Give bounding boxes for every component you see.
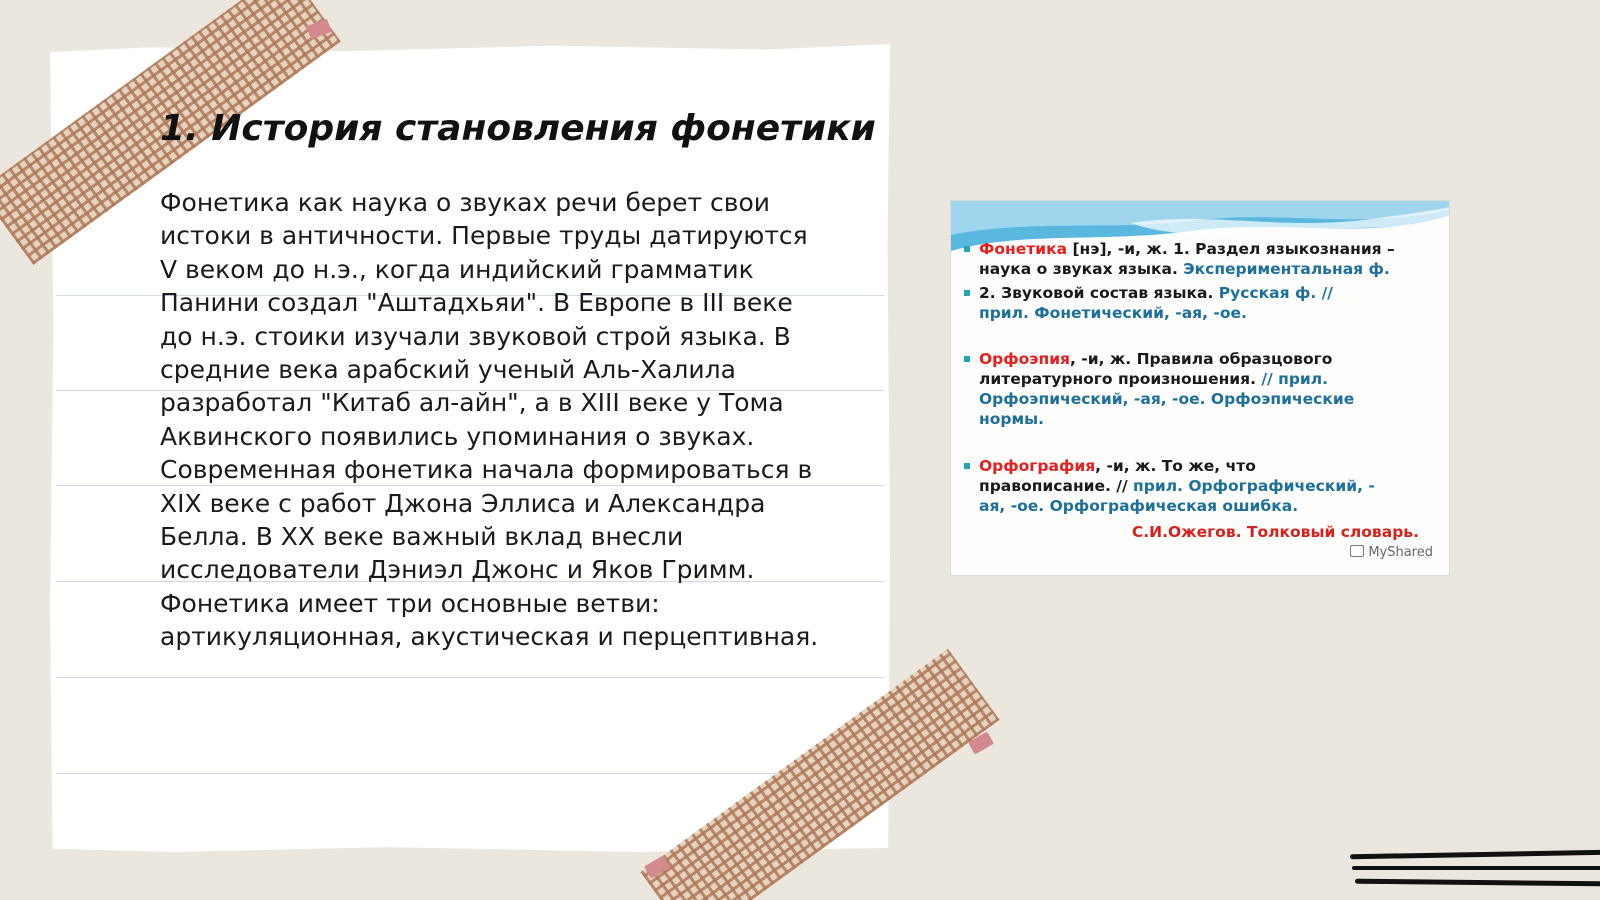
body-line: артикуляционная, акустическая и перцептивная. [160,622,819,652]
entry-example: нормы. [979,410,1045,428]
body-line: Фонетика как наука о звуках речи берет свои [160,188,771,217]
body-line: Белла. В XX веке важный вклад внесли [160,522,684,552]
body-line: Аквинского появились упоминания о звуках. [160,421,755,451]
dictionary-image [950,200,1450,576]
bullet-square [964,463,970,469]
bullet-square [964,290,970,296]
body-line: исследователи Дэниэл Джонс и Яков Гримм. [160,555,755,585]
entry-example: ая, -ое. Орфографическая ошибка. [979,497,1299,515]
body-line: разработал "Китаб ал-айн", а в XIII веке у Тома [160,388,784,418]
body-line: Современная фонетика начала формироваться в [160,455,813,485]
body-line: Фонетика имеет три основные ветви: [160,588,660,618]
paper-rule-line [56,773,884,774]
body-line: истоки в античности. Первые труды датируются [160,221,808,251]
term-phonetics: Фонетика [979,240,1068,258]
bullet-square [964,246,970,252]
watermark [1350,545,1433,560]
entry-text: наука о звуках языка. [979,260,1184,278]
paper-rule-line [56,677,884,678]
bullet-square [964,356,970,362]
body-line: средние века арабский ученый Аль-Халила [160,355,736,385]
entry-text: правописание. // [979,477,1134,495]
entry-example: Орфоэпический, -ая, -ое. Орфоэпические [979,390,1355,408]
dict-entry-phonetics [979,239,1439,279]
body-line: до н.э. стоики изучали звуковой строй языка. В [160,321,791,351]
brush-stroke [1355,879,1600,887]
entry-example: // прил. [1261,370,1329,388]
term-orthoepy: Орфоэпия [979,350,1071,368]
entry-text: , -и, ж. Правила образцового [1070,350,1333,368]
slide-title: 1. История становления фонетики [160,108,876,149]
entry-example: прил. Орфографический, - [1133,477,1375,495]
entry-example: Экспериментальная ф. [1183,260,1390,278]
dict-entry-phonetics-2 [979,283,1439,323]
body-line: V веком до н.э., когда индийский грамматик [160,254,754,284]
brush-stroke [1350,850,1600,860]
term-orthography: Орфография [979,457,1096,475]
body-line: Панини создал "Аштадхьяи". В Европе в III веке [160,288,793,318]
body-line: XIX веке с работ Джона Эллиса и Александра [160,488,766,518]
entry-example: прил. Фонетический, -ая, -ое. [979,304,1247,322]
entry-text: [нэ], -и, ж. 1. Раздел языкознания – [1067,240,1395,258]
watermark-text: MyShared [1368,545,1433,560]
entry-text: литературного произношения. [979,370,1262,388]
brush-stroke [1352,866,1600,870]
body-paragraph [160,186,850,654]
presentation-icon [1350,545,1364,557]
entry-text: 2. Звуковой состав языка. [979,284,1219,302]
entry-example: Русская ф. // [1218,284,1333,302]
dict-entry-orthography [979,456,1439,516]
entry-text: , -и, ж. То же, что [1095,457,1256,475]
dict-entry-orthoepy [979,349,1439,429]
dictionary-source: С.И.Ожегов. Толковый словарь. [1131,523,1419,541]
